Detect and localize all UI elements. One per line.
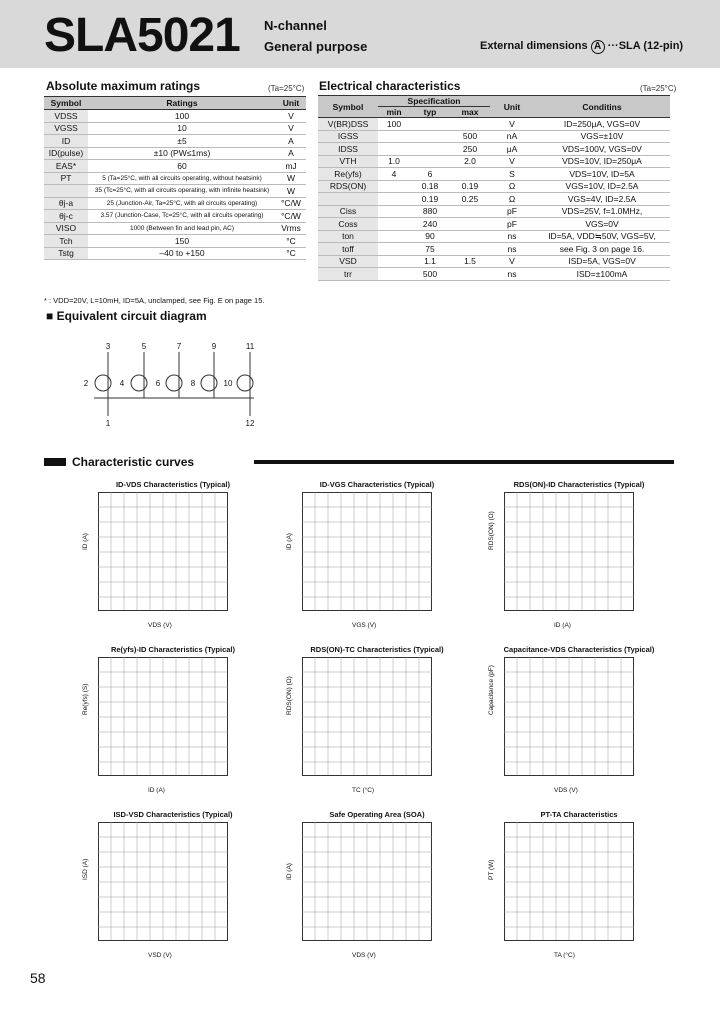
cell-max	[450, 205, 490, 218]
table-row	[44, 247, 306, 260]
cell-unit: V	[276, 122, 306, 135]
table-row	[44, 197, 306, 210]
chart-y-label: PT (W)	[488, 859, 495, 880]
col-symbol: Symbol	[44, 97, 88, 110]
table-row	[44, 172, 306, 185]
chart-title: ID-VDS Characteristics (Typical)	[115, 480, 231, 489]
abs-max-title: Absolute maximum ratings	[46, 79, 201, 93]
table-row	[44, 185, 306, 198]
chart-plot	[98, 492, 228, 612]
cell-unit: V	[490, 255, 534, 268]
chart-y-label: ISD (A)	[82, 858, 89, 880]
cell-condition: VGS=10V, ID=2.5A	[534, 180, 670, 193]
characteristic-chart	[82, 810, 238, 965]
table-row	[318, 255, 670, 268]
cell-rating: –40 to +150	[88, 247, 276, 260]
cell-unit: Vrms	[276, 222, 306, 235]
cell-max	[450, 268, 490, 281]
cell-max	[450, 168, 490, 181]
table-row	[44, 147, 306, 160]
cell-symbol: VTH	[318, 155, 378, 168]
cell-max	[450, 118, 490, 131]
cell-condition: VGS=4V, ID=2.5A	[534, 193, 670, 206]
device-type-line2: General purpose	[264, 39, 368, 54]
chart-x-label: VDS (V)	[554, 787, 578, 794]
cell-condition: ISD=5A, VGS=0V	[534, 255, 670, 268]
chart-plot	[302, 822, 432, 942]
cell-condition: VDS=25V, f=1.0MHz,	[534, 205, 670, 218]
chart-x-label: VSD (V)	[148, 952, 172, 959]
table-row	[44, 135, 306, 148]
cell-unit: W	[276, 172, 306, 185]
cell-max: 250	[450, 143, 490, 156]
chart-x-label: VDS (V)	[148, 622, 172, 629]
cell-symbol	[318, 193, 378, 206]
cell-rating: ±5	[88, 135, 276, 148]
table-row	[318, 193, 670, 206]
cell-unit: ns	[490, 243, 534, 256]
cell-unit: °C/W	[276, 197, 306, 210]
chart-y-label: ID (A)	[82, 533, 89, 550]
abs-max-footnote: * : VDD=20V, L=10mH, ID=5A, unclamped, see Fig. E on page 15.	[44, 296, 265, 305]
cell-min	[378, 218, 410, 231]
chart-y-label: ID (A)	[286, 533, 293, 550]
cell-min	[378, 230, 410, 243]
cell-typ: 75	[410, 243, 450, 256]
cell-unit: W	[276, 185, 306, 198]
cell-unit: S	[490, 168, 534, 181]
cell-min: 1.0	[378, 155, 410, 168]
col-min: min	[378, 107, 410, 118]
table-row	[318, 155, 670, 168]
equivalent-circuit-diagram	[70, 338, 270, 430]
table-row	[318, 205, 670, 218]
cell-rating: 25 (Junction-Air, Ta=25°C, with all circuits operating)	[88, 197, 276, 210]
chart-plot	[302, 657, 432, 777]
cell-condition: VDS=100V, VGS=0V	[534, 143, 670, 156]
external-dimensions	[480, 40, 683, 54]
cell-symbol: IGSS	[318, 130, 378, 143]
chart-y-label: RDS(ON) (Ω)	[488, 511, 495, 550]
cell-typ: 880	[410, 205, 450, 218]
cell-rating: 35 (Tc=25°C, with all circuits operating, with infinite heatsink)	[88, 185, 276, 198]
curves-bar-line	[254, 460, 674, 464]
cell-condition: ID=5A, VDD≒50V, VGS=5V,	[534, 230, 670, 243]
cell-min: 100	[378, 118, 410, 131]
cell-symbol: PT	[44, 172, 88, 185]
elec-table	[318, 95, 670, 281]
cell-min	[378, 180, 410, 193]
pin-bottom-1: 1	[105, 419, 111, 428]
chart-plot	[504, 822, 634, 942]
ext-dim-prefix: External dimensions	[480, 40, 588, 52]
chart-title: ISD-VSD Characteristics (Typical)	[113, 810, 233, 819]
cell-typ: 240	[410, 218, 450, 231]
cell-condition: VGS=0V	[534, 218, 670, 231]
cell-rating: 3.57 (Junction-Case, Tc=25°C, with all circuits operating)	[88, 210, 276, 223]
chart-y-label: RDS(ON) (Ω)	[286, 676, 293, 715]
table-row	[44, 235, 306, 248]
characteristic-chart	[286, 645, 444, 800]
elec-body	[318, 118, 670, 281]
cell-typ: 90	[410, 230, 450, 243]
pin-gate-1: 2	[83, 379, 89, 388]
cell-rating: 60	[88, 160, 276, 173]
cell-condition: ID=250μA, VGS=0V	[534, 118, 670, 131]
table-row	[44, 110, 306, 123]
fet-2	[131, 352, 147, 398]
cell-unit: V	[490, 118, 534, 131]
pin-gate-5: 10	[223, 379, 233, 388]
chart-title: RDS(ON)-ID Characteristics (Typical)	[513, 480, 645, 489]
chart-title: RDS(ON)-TC Characteristics (Typical)	[310, 645, 444, 654]
table-row	[318, 130, 670, 143]
cell-unit: ns	[490, 268, 534, 281]
cell-min	[378, 268, 410, 281]
cell-symbol: IDSS	[318, 143, 378, 156]
chart-x-label: TA (°C)	[554, 952, 575, 959]
cell-unit: pF	[490, 218, 534, 231]
cell-symbol: Tstg	[44, 247, 88, 260]
section-marker: ■	[46, 309, 57, 323]
cell-symbol: ID(pulse)	[44, 147, 88, 160]
cell-condition: ISD=±100mA	[534, 268, 670, 281]
chart-x-label: ID (A)	[148, 787, 165, 794]
characteristic-chart	[286, 810, 442, 965]
cell-symbol: Re(yfs)	[318, 168, 378, 181]
pin-top-4: 9	[211, 342, 217, 351]
pin-bottom-2: 12	[245, 419, 255, 428]
chart-y-label: ID (A)	[286, 863, 293, 880]
col-unit: Unit	[490, 96, 534, 118]
cell-typ: 500	[410, 268, 450, 281]
cell-unit: °C	[276, 247, 306, 260]
table-row	[318, 268, 670, 281]
fet-3	[166, 352, 182, 398]
cell-typ: 6	[410, 168, 450, 181]
cell-symbol: VGSS	[44, 122, 88, 135]
cell-symbol: ID	[44, 135, 88, 148]
chart-title: Safe Operating Area (SOA)	[329, 810, 425, 819]
chart-plot	[302, 492, 432, 612]
cell-symbol: EAS*	[44, 160, 88, 173]
chart-x-label: ID (A)	[554, 622, 571, 629]
cell-rating: 5 (Ta=25°C, with all circuits operating, without heatsink)	[88, 172, 276, 185]
cell-max	[450, 243, 490, 256]
col-conditions: Conditins	[534, 96, 670, 118]
cell-unit: μA	[490, 143, 534, 156]
cell-symbol: ton	[318, 230, 378, 243]
cell-rating: 150	[88, 235, 276, 248]
device-type-line1: N-channel	[264, 18, 327, 33]
table-row	[44, 222, 306, 235]
fet-5	[237, 352, 253, 398]
curves-title: Characteristic curves	[72, 455, 195, 469]
cell-symbol: VSD	[318, 255, 378, 268]
chart-plot	[504, 492, 634, 612]
cell-typ	[410, 155, 450, 168]
cell-rating: 10	[88, 122, 276, 135]
table-row	[318, 230, 670, 243]
cell-symbol: toff	[318, 243, 378, 256]
cell-max	[450, 230, 490, 243]
cell-symbol: VISO	[44, 222, 88, 235]
cell-min	[378, 143, 410, 156]
cell-typ	[410, 130, 450, 143]
cell-rating: 100	[88, 110, 276, 123]
characteristic-chart	[82, 480, 238, 635]
cell-typ: 0.18	[410, 180, 450, 193]
chart-plot	[98, 822, 228, 942]
col-symbol: Symbol	[318, 96, 378, 118]
fet-4	[201, 352, 217, 398]
table-row	[318, 118, 670, 131]
cell-max	[450, 218, 490, 231]
cell-max: 500	[450, 130, 490, 143]
cell-unit: nA	[490, 130, 534, 143]
abs-max-body	[44, 110, 306, 260]
characteristic-chart	[488, 480, 645, 635]
curves-header	[44, 455, 674, 469]
cell-unit: mJ	[276, 160, 306, 173]
cell-condition: VGS=±10V	[534, 130, 670, 143]
chart-y-label: Capacitance (pF)	[488, 665, 495, 715]
cell-typ: 1.1	[410, 255, 450, 268]
part-number: SLA5021	[44, 9, 240, 62]
pin-top-1: 3	[105, 342, 111, 351]
ext-dim-suffix: ···SLA (12-pin)	[607, 40, 684, 52]
cell-max: 2.0	[450, 155, 490, 168]
table-row	[318, 143, 670, 156]
cell-symbol: θj-a	[44, 197, 88, 210]
page-number: 58	[30, 970, 46, 986]
chart-y-label: Re(yfs) (S)	[82, 683, 89, 715]
cell-typ: 0.19	[410, 193, 450, 206]
cell-max: 1.5	[450, 255, 490, 268]
cell-rating: ±10 (PW≤1ms)	[88, 147, 276, 160]
chart-x-label: VDS (V)	[352, 952, 376, 959]
curves-bar-block	[44, 458, 66, 466]
cell-symbol: trr	[318, 268, 378, 281]
cell-min	[378, 243, 410, 256]
cell-symbol: VDSS	[44, 110, 88, 123]
cell-symbol: Tch	[44, 235, 88, 248]
table-row	[44, 160, 306, 173]
chart-title: Re(yfs)-ID Characteristics (Typical)	[110, 645, 236, 654]
cell-min	[378, 205, 410, 218]
col-typ: typ	[410, 107, 450, 118]
chart-plot	[98, 657, 228, 777]
cell-symbol: Coss	[318, 218, 378, 231]
pin-top-2: 5	[141, 342, 147, 351]
cell-min	[378, 130, 410, 143]
pin-gate-4: 8	[190, 379, 196, 388]
characteristic-chart	[82, 645, 238, 800]
cell-unit: Ω	[490, 193, 534, 206]
table-row	[318, 243, 670, 256]
cell-symbol	[44, 185, 88, 198]
cell-symbol: θj-c	[44, 210, 88, 223]
table-row	[318, 218, 670, 231]
cell-typ	[410, 118, 450, 131]
characteristic-chart	[488, 645, 655, 800]
pin-gate-2: 4	[119, 379, 125, 388]
characteristic-chart	[286, 480, 442, 635]
cell-unit: Ω	[490, 180, 534, 193]
chart-title: ID-VGS Characteristics (Typical)	[319, 480, 435, 489]
cell-unit: A	[276, 135, 306, 148]
cell-symbol: Ciss	[318, 205, 378, 218]
device-type	[264, 15, 367, 57]
cell-condition: VDS=10V, ID=250μA	[534, 155, 670, 168]
cell-max: 0.19	[450, 180, 490, 193]
col-ratings: Ratings	[88, 97, 276, 110]
cell-max: 0.25	[450, 193, 490, 206]
cell-condition: VDS=10V, ID=5A	[534, 168, 670, 181]
circled-letter-icon: A	[591, 40, 605, 54]
cell-min	[378, 193, 410, 206]
chart-title: Capacitance-VDS Characteristics (Typical)	[503, 645, 655, 654]
cell-rating: 1000 (Between fin and lead pin, AC)	[88, 222, 276, 235]
table-row	[318, 168, 670, 181]
abs-max-table	[44, 96, 306, 260]
col-unit: Unit	[276, 97, 306, 110]
chart-x-label: TC (°C)	[352, 787, 375, 794]
fet-1	[95, 352, 111, 398]
elec-title: Electrical characteristics	[319, 79, 461, 93]
circuit-title	[46, 309, 207, 323]
elec-condition: (Ta=25°C)	[640, 84, 677, 93]
chart-title: PT-TA Characteristics	[540, 810, 618, 819]
cell-unit: °C	[276, 235, 306, 248]
cell-unit: V	[490, 155, 534, 168]
chart-plot	[504, 657, 634, 777]
cell-unit: ns	[490, 230, 534, 243]
cell-symbol: V(BR)DSS	[318, 118, 378, 131]
table-row	[44, 210, 306, 223]
chart-x-label: VGS (V)	[352, 622, 377, 629]
cell-min: 4	[378, 168, 410, 181]
cell-unit: V	[276, 110, 306, 123]
cell-unit: pF	[490, 205, 534, 218]
pin-top-3: 7	[176, 342, 182, 351]
table-row	[318, 180, 670, 193]
col-spec: Specification	[378, 96, 490, 107]
cell-unit: °C/W	[276, 210, 306, 223]
cell-condition: see Fig. 3 on page 16.	[534, 243, 670, 256]
abs-max-condition: (Ta=25°C)	[268, 84, 305, 93]
table-row	[44, 122, 306, 135]
pin-top-5: 11	[245, 342, 255, 351]
circuit-title-text: Equivalent circuit diagram	[56, 309, 207, 323]
col-max: max	[450, 107, 490, 118]
characteristic-chart	[488, 810, 644, 965]
cell-min	[378, 255, 410, 268]
pin-gate-3: 6	[155, 379, 161, 388]
cell-typ	[410, 143, 450, 156]
cell-symbol: RDS(ON)	[318, 180, 378, 193]
cell-unit: A	[276, 147, 306, 160]
